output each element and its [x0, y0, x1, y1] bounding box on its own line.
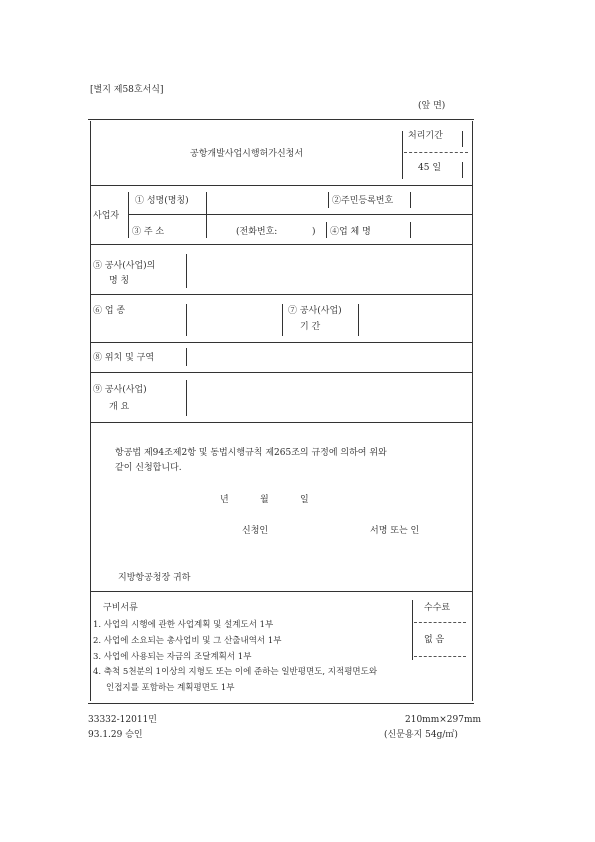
phone-close: ) [312, 227, 316, 237]
form-code: 33332-12011민 [88, 715, 157, 725]
attachment-item-4-continued: 인접지를 포함하는 계획평면도 1부 [106, 683, 235, 693]
location-label: ⑧ 위치 및 구역 [93, 353, 155, 363]
date-year: 년 [220, 495, 229, 505]
processing-divider [402, 131, 403, 179]
date-day: 일 [300, 495, 309, 505]
paper-type: (신문용지 54g/㎡) [384, 730, 458, 740]
form-title: 공항개발사업시행허가신청서 [190, 149, 304, 159]
table-top-border [88, 119, 474, 120]
fee-label: 수수료 [424, 603, 451, 613]
form-number: [별지 제58호서식] [90, 85, 164, 95]
period-label-2: 기 간 [300, 322, 321, 332]
processing-label: 처리기간 [408, 131, 443, 141]
phone-label: (전화번호: [236, 227, 278, 237]
declaration-line-1: 항공법 제94조제2항 및 동법시행규칙 제265조의 규정에 의하여 위와 [115, 448, 387, 458]
address-label: ③ 주 소 [132, 227, 165, 237]
name-label: ① 성명(명칭) [135, 196, 189, 206]
processing-value: 45 일 [418, 163, 442, 173]
overview-label: ⑨ 공사(사업) [93, 385, 147, 395]
project-name-label-2: 명 칭 [109, 276, 130, 286]
applicant-section-label: 사업자 [93, 211, 120, 221]
page-side-label: (앞 면) [418, 101, 446, 111]
attachments-title: 구비서류 [103, 603, 138, 613]
id-number-label: ②주민등록번호 [332, 196, 394, 206]
paper-size: 210mm×297mm [405, 715, 482, 725]
recipient: 지방항공청장 귀하 [118, 573, 191, 583]
table-left-border [90, 121, 91, 701]
project-name-label: ⑤ 공사(사업)의 [93, 261, 156, 271]
attachment-item-4: 4. 축척 5천분의 1이상의 지형도 또는 이에 준하는 일반평면도, 지적평면도와 [93, 667, 378, 677]
applicant-signature-label: 신청인 [242, 526, 269, 536]
attachment-item-2: 2. 사업에 소요되는 총사업비 및 그 산출내역서 1부 [93, 636, 282, 646]
period-label: ⑦ 공사(사업) [288, 306, 342, 316]
attachment-item-1: 1. 사업의 시행에 관한 사업계획 및 설계도서 1부 [93, 620, 274, 630]
business-type-label: ⑥ 업 종 [93, 306, 126, 316]
overview-label-2: 개 요 [109, 402, 130, 412]
attachment-item-3: 3. 사업에 사용되는 자금의 조달계획서 1부 [93, 652, 252, 662]
table-right-border [472, 121, 473, 701]
date-month: 월 [260, 495, 269, 505]
fee-value: 없 음 [424, 635, 445, 645]
table-bottom-border [88, 703, 474, 704]
approval-date: 93.1.29 승인 [88, 730, 143, 740]
sign-or-seal-label: 서명 또는 인 [370, 526, 420, 536]
declaration-line-2: 같이 신청합니다. [115, 463, 182, 473]
business-name-label: ④업 체 명 [330, 227, 371, 237]
